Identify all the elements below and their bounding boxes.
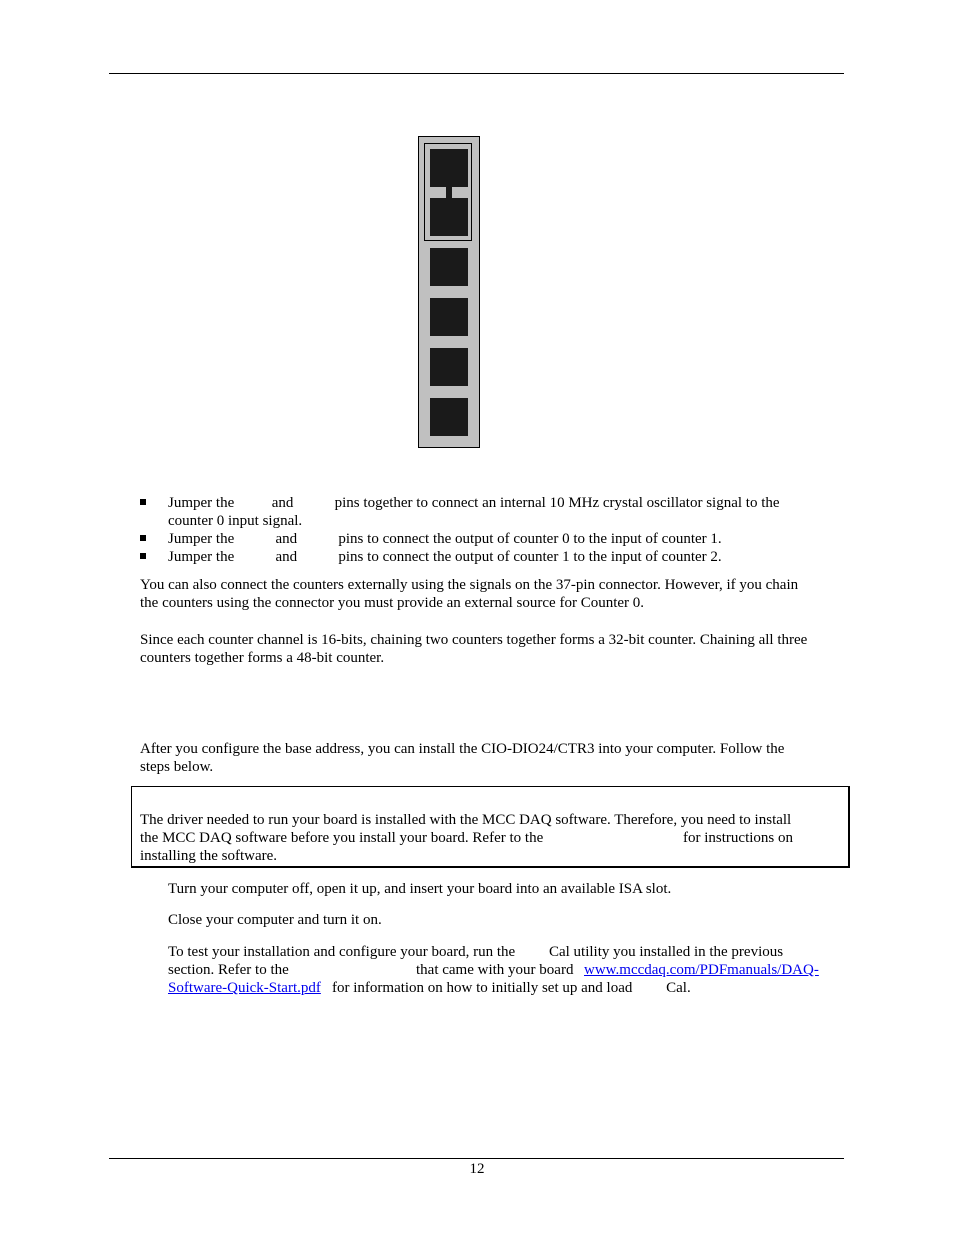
jumper-pin: [430, 348, 468, 386]
jumper-item-1-line-1: Jumper the and pins together to connect an internal 10 MHz crystal oscillator signal to the: [168, 495, 780, 511]
bullet-icon: [140, 499, 146, 505]
footer-rule: [109, 1158, 844, 1159]
bullet-icon: [140, 535, 146, 541]
quick-start-link-part-2[interactable]: Software-Quick-Start.pdf: [168, 980, 321, 996]
jumper-pin: [430, 248, 468, 286]
page-number: 12: [469, 1161, 485, 1177]
install-step-1: Turn your computer off, open it up, and insert your board into an available ISA slot.: [168, 881, 672, 897]
install-intro-line-1: After you configure the base address, you can install the CIO-DIO24/CTR3 into your computer. Follow the: [140, 741, 785, 757]
install-step-3-line-1: To test your installation and configure your board, run the Cal utility you installed in the previous: [168, 944, 784, 960]
install-intro-line-2: steps below.: [140, 759, 214, 775]
chain-paragraph-line-1: You can also connect the counters externally using the signals on the 37-pin connector. However, if you chain: [140, 577, 799, 593]
jumper-item-3: Jumper the and pins to connect the output of counter 1 to the input of counter 2.: [168, 549, 722, 565]
bits-paragraph-line-1: Since each counter channel is 16-bits, chaining two counters together forms a 32-bit counter. Chaining all three: [140, 632, 808, 648]
quick-start-link-part-1[interactable]: www.mccdaq.com/PDFmanuals/DAQ-: [584, 962, 819, 978]
jumper-block-diagram: [418, 136, 480, 448]
note-line-3: installing the software.: [140, 848, 278, 864]
jumper-pin: [430, 298, 468, 336]
jumper-pin: [430, 149, 468, 187]
jumper-item-2: Jumper the and pins to connect the output of counter 0 to the input of counter 1.: [168, 531, 722, 547]
install-step-3-line-2a: section. Refer to the: [168, 962, 289, 978]
install-step-2: Close your computer and turn it on.: [168, 912, 382, 928]
note-line-2b: for instructions on: [683, 830, 793, 846]
install-step-3-line-2b: that came with your board: [416, 962, 574, 978]
jumper-pin: [430, 398, 468, 436]
jumper-pin: [430, 198, 468, 236]
install-step-3-line-3: for information on how to initially set up and load Cal.: [332, 980, 691, 996]
bits-paragraph-line-2: counters together forms a 48-bit counter.: [140, 650, 385, 666]
note-line-2a: the MCC DAQ software before you install your board. Refer to the: [140, 830, 544, 846]
header-rule: [109, 73, 844, 74]
note-line-1: The driver needed to run your board is installed with the MCC DAQ software. Therefore, you need to install: [140, 812, 792, 828]
shunt-bridge: [446, 186, 452, 198]
bullet-icon: [140, 553, 146, 559]
jumper-item-1-line-2: counter 0 input signal.: [168, 513, 303, 529]
chain-paragraph-line-2: the counters using the connector you must provide an external source for Counter 0.: [140, 595, 645, 611]
